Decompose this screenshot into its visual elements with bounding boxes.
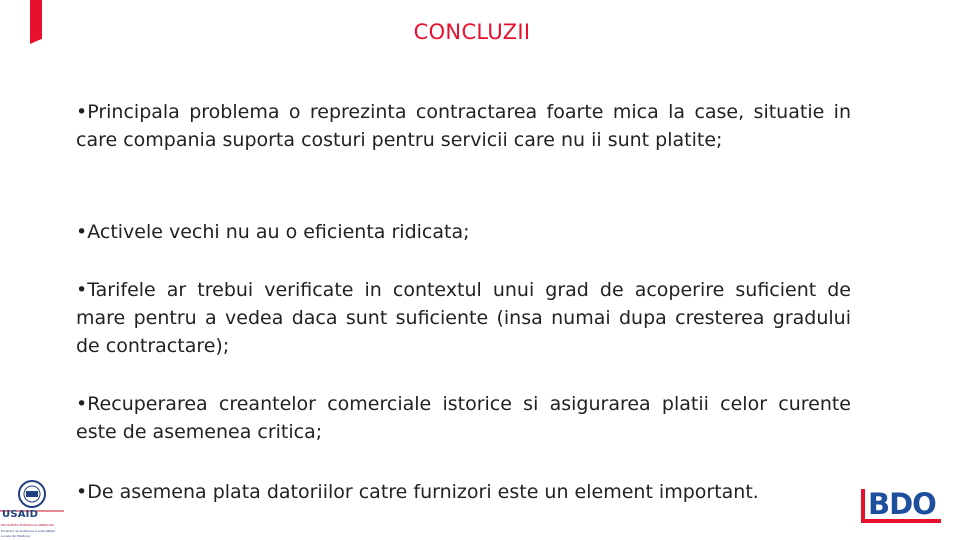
bdo-logo xyxy=(858,485,940,523)
bullet-item: •Tarifele ar trebui verificate in contextul unui grad de acoperire suficient de mare pentru a vedea daca sunt suficiente (insa numai dupa cresterea gradului de contractare); xyxy=(76,279,851,357)
usaid-project-name: Proiectul de Susținere a Autorităților xyxy=(1,529,56,533)
bullet-item: •De asemena plata datoriilor catre furnizori este un element important. xyxy=(76,481,759,503)
usaid-seal-icon xyxy=(0,478,64,512)
usaid-wordmark: USAID xyxy=(2,509,39,520)
usaid-logo xyxy=(0,478,64,540)
bullet-item: •Activele vechi nu au o eficienta ridicata; xyxy=(76,221,470,243)
usaid-tagline: DIN PARTEA POPORULUI AMERICAN xyxy=(1,523,54,527)
bdo-bracket xyxy=(861,489,865,523)
bdo-wordmark: BDO xyxy=(868,487,936,521)
bullet-item: •Principala problema o reprezinta contractarea foarte mica la case, situatie in care compania suporta costuri pentru servicii care nu ii sunt platite; xyxy=(76,101,851,151)
usaid-project-name-line2: Locale din Moldova xyxy=(1,534,30,538)
bullet-item: •Recuperarea creantelor comerciale istorice si asigurarea platii celor curente este de asemenea critica; xyxy=(76,393,851,443)
slide-title: CONCLUZII xyxy=(413,20,531,44)
